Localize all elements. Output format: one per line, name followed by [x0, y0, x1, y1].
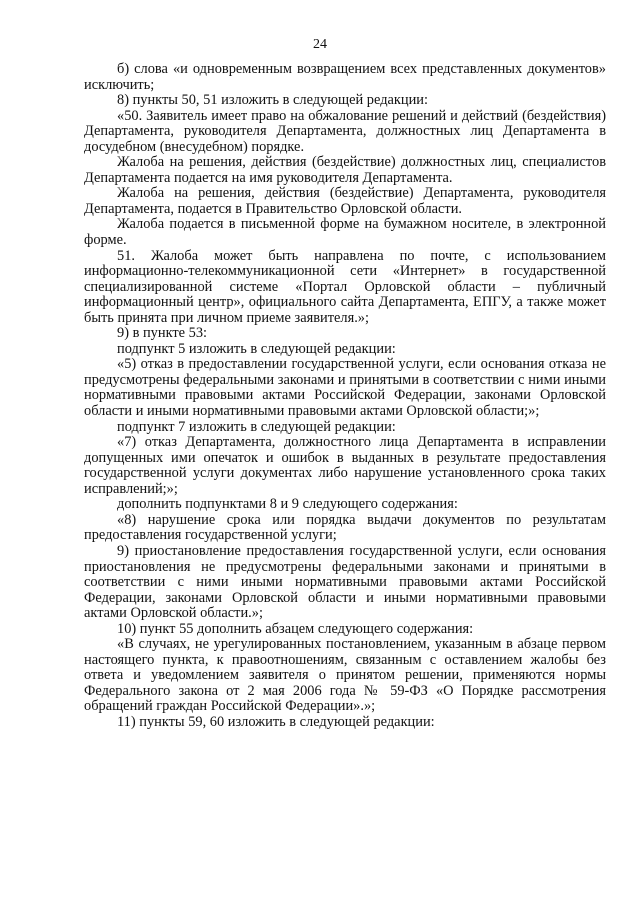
paragraph: «В случаях, не урегулированных постановлением, указанным в абзаце первом настоящего пункта, к правоотношениям, связанным с оставлением жалобы без ответа и уведомлением заявителя о принятом решении, применяются нормы Федерального закона от 2 мая 2006 года № 59-ФЗ «О Порядке рассмотрения обращений граждан Российской Федерации».»;	[84, 636, 606, 715]
paragraph: 8) пункты 50, 51 изложить в следующей редакции:	[117, 92, 428, 109]
paragraph: 9) в пункте 53:	[117, 325, 208, 342]
paragraph: 9) приостановление предоставления государственной услуги, если основания приостановления не предусмотрены федеральными законами и принятыми в соответствии с ними иными нормативными правовыми актами Российской Федерации, законами Орловской области и иными нормативными правовыми актами Орловской области.»;	[84, 542, 606, 622]
paragraph: «8) нарушение срока или порядка выдачи документов по результатам предоставления государственной услуги;	[84, 511, 606, 544]
paragraph: Жалоба на решения, действия (бездействие) должностных лиц, специалистов Департамента подается на имя руководителя Департамента.	[84, 154, 606, 186]
paragraph: «5) отказ в предоставлении государственной услуги, если основания отказа не предусмотрены федеральными законами и принятыми в соответствии с ними иными нормативными правовыми актами Российской Федерации, законами Орловской области и иными нормативными правовыми актами Орловской области;»;	[84, 356, 606, 420]
page-number: 24	[313, 37, 327, 52]
paragraph: Жалоба подается в письменной форме на бумажном носителе, в электронной форме.	[84, 216, 606, 249]
paragraph: «7) отказ Департамента, должностного лица Департамента в исправлении допущенных ими опечаток и ошибок в выданных в результате предоставления государственной услуги документах либо нарушение установленного срока таких исправлений;»;	[84, 434, 606, 497]
document-body	[84, 62, 606, 731]
paragraph: Жалоба на решения, действия (бездействие) Департамента, руководителя Департамента, подается в Правительство Орловской области.	[84, 185, 606, 217]
paragraph: дополнить подпунктами 8 и 9 следующего содержания:	[117, 496, 458, 513]
paragraph: подпункт 7 изложить в следующей редакции:	[117, 418, 396, 435]
paragraph: подпункт 5 изложить в следующей редакции:	[117, 340, 396, 357]
paragraph: «50. Заявитель имеет право на обжалование решений и действий (бездействия) Департамента, руководителя Департамента, должностных лиц Департамента в досудебном (внесудебном) порядке.	[84, 107, 606, 155]
paragraph: 10) пункт 55 дополнить абзацем следующего содержания:	[117, 620, 474, 637]
paragraph: б) слова «и одновременным возвращением всех представленных документов» исключить;	[84, 61, 606, 93]
paragraph: 51. Жалоба может быть направлена по почте, с использованием информационно-телекоммуникационной сети «Интернет» в государственной специализированной системе «Портал Орловской области – публичный информационный центр», официального сайта Департамента, ЕПГУ, а также может быть принята при личном приеме заявителя.»;	[84, 247, 606, 326]
paragraph: 11) пункты 59, 60 изложить в следующей редакции:	[117, 713, 435, 730]
